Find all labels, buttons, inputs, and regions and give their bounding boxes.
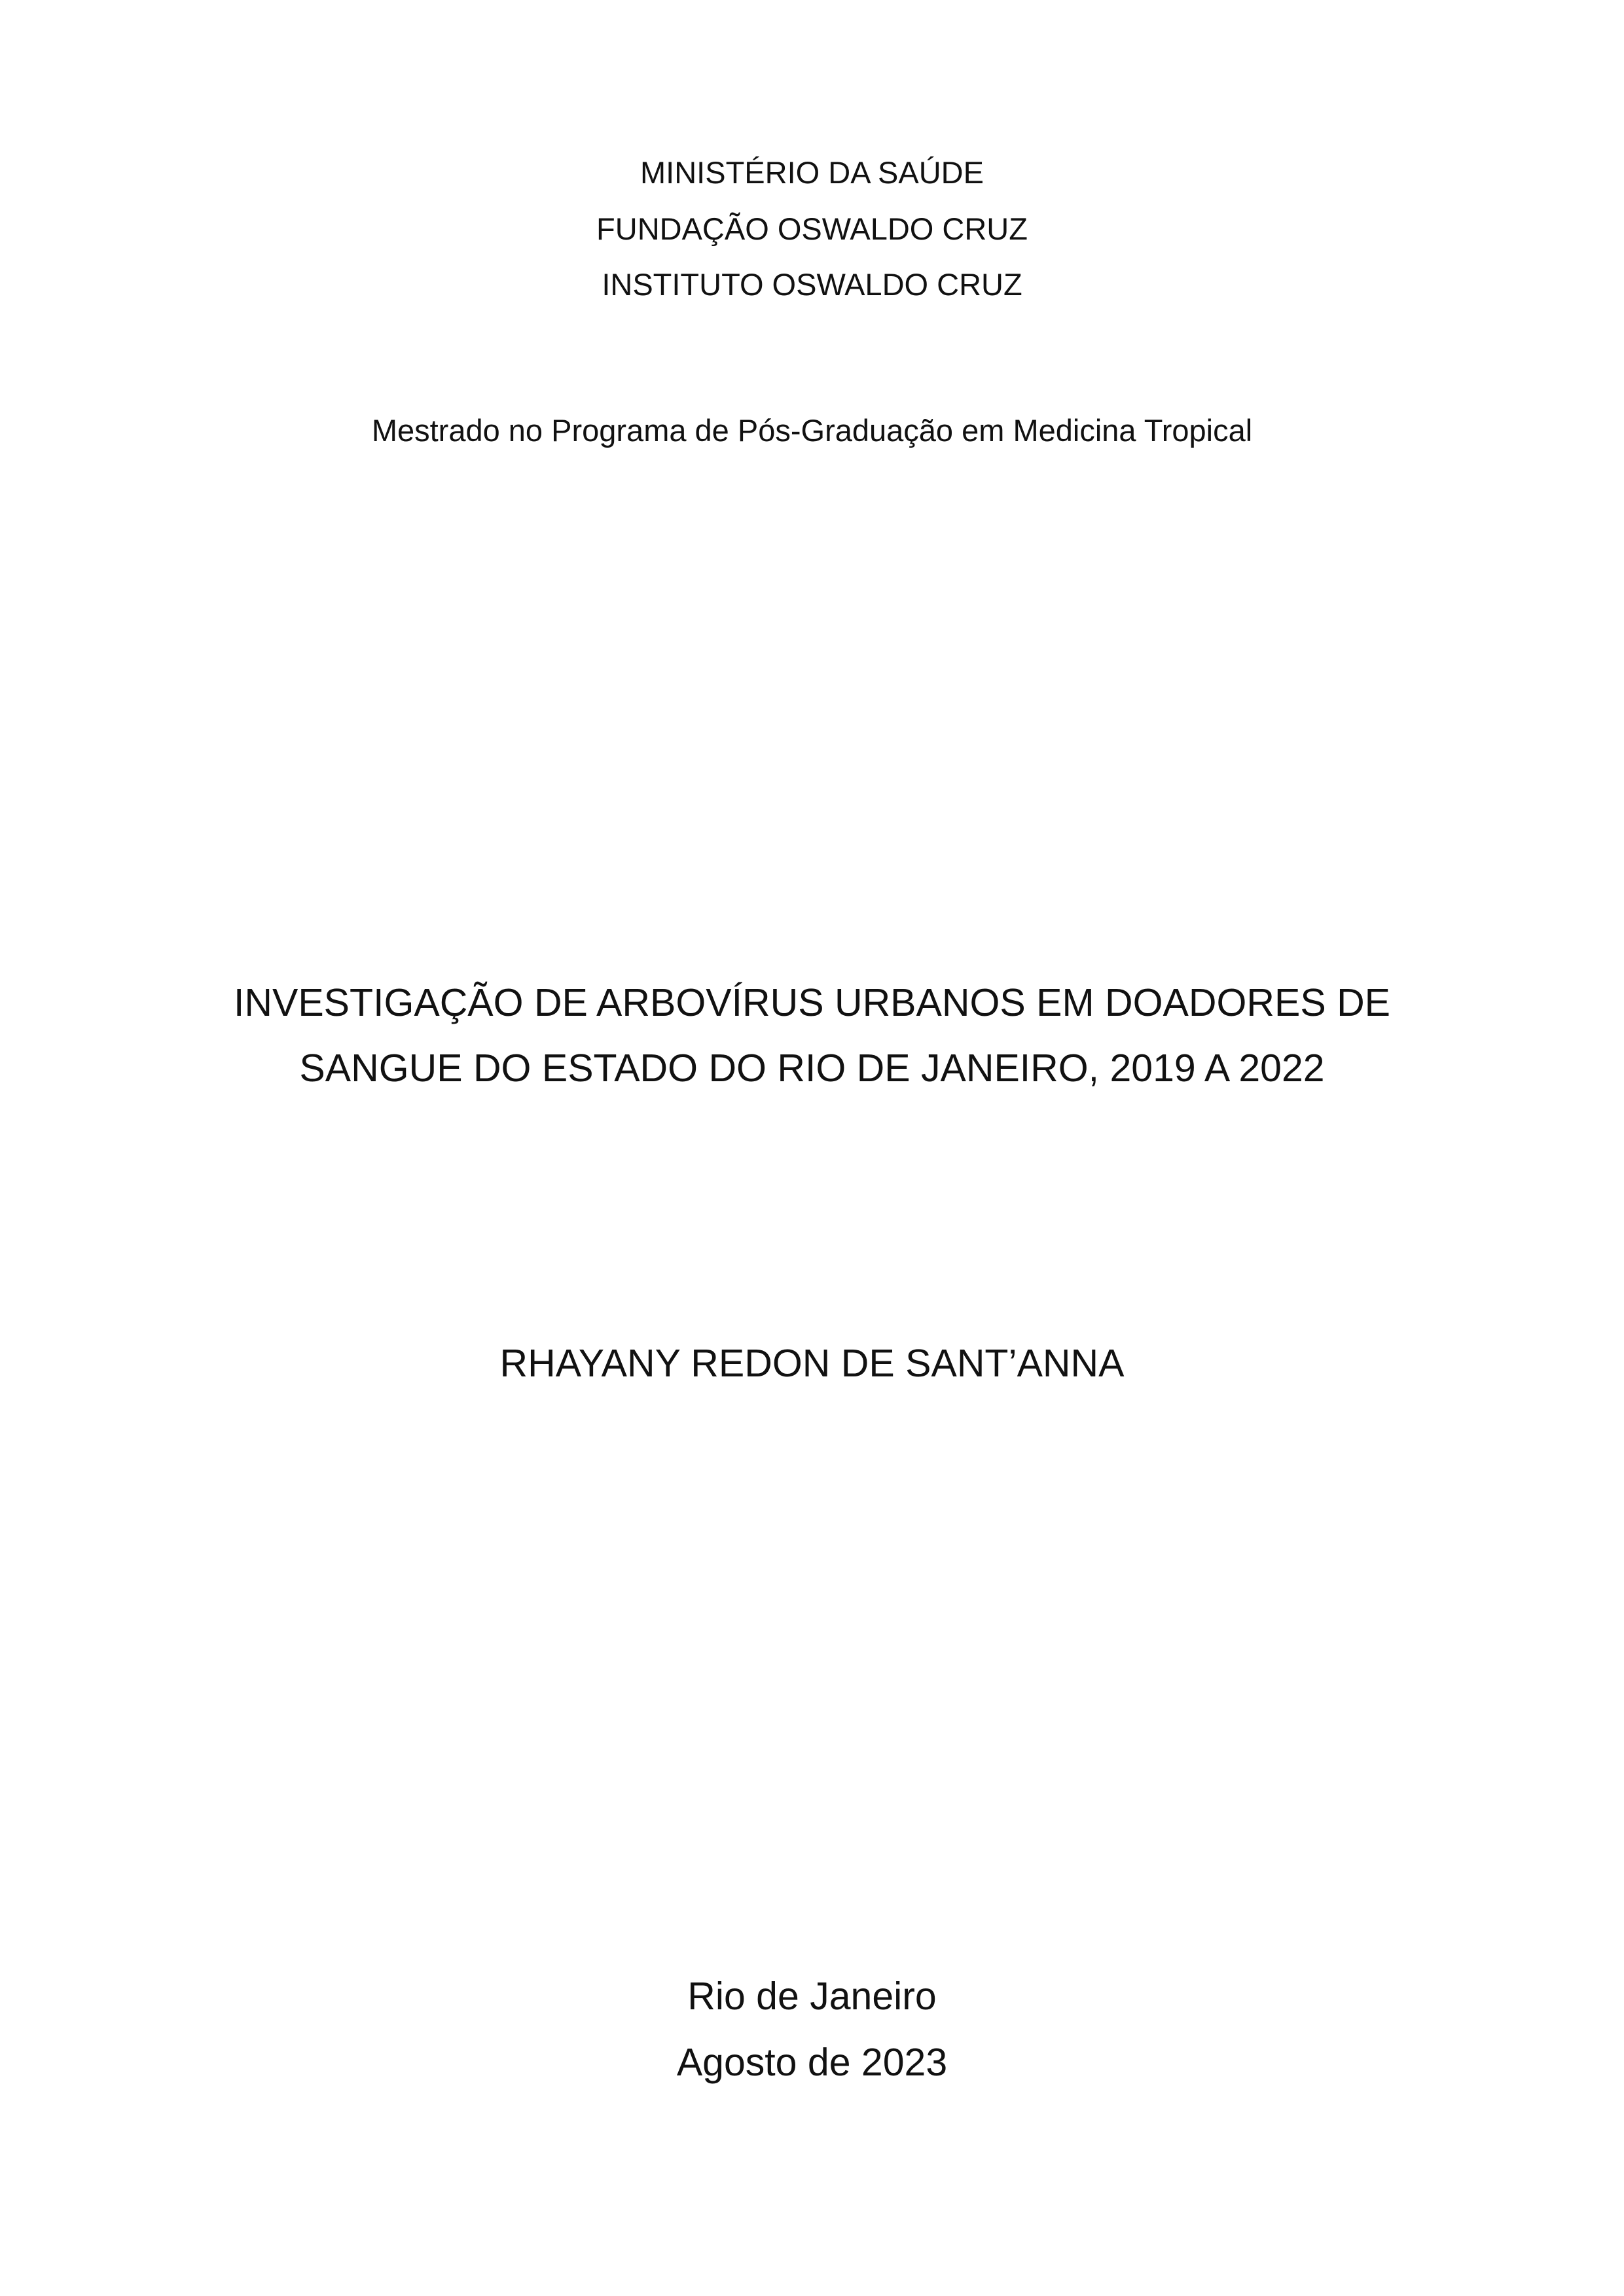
thesis-title-line-2: SANGUE DO ESTADO DO RIO DE JANEIRO, 2019 A 2022 — [299, 1047, 1325, 1090]
program-name: Mestrado no Programa de Pós-Graduação em Medicina Tropical — [371, 413, 1253, 448]
city: Rio de Janeiro — [687, 1975, 937, 2018]
institution-ministry: MINISTÉRIO DA SAÚDE — [640, 155, 984, 190]
institution-foundation: FUNDAÇÃO OSWALDO CRUZ — [596, 211, 1028, 246]
thesis-title-line-1: INVESTIGAÇÃO DE ARBOVÍRUS URBANOS EM DOADORES DE — [233, 981, 1391, 1024]
institution-institute: INSTITUTO OSWALDO CRUZ — [602, 267, 1022, 302]
date: Agosto de 2023 — [676, 2041, 948, 2084]
author-name: RHAYANY REDON DE SANT’ANNA — [499, 1342, 1125, 1385]
